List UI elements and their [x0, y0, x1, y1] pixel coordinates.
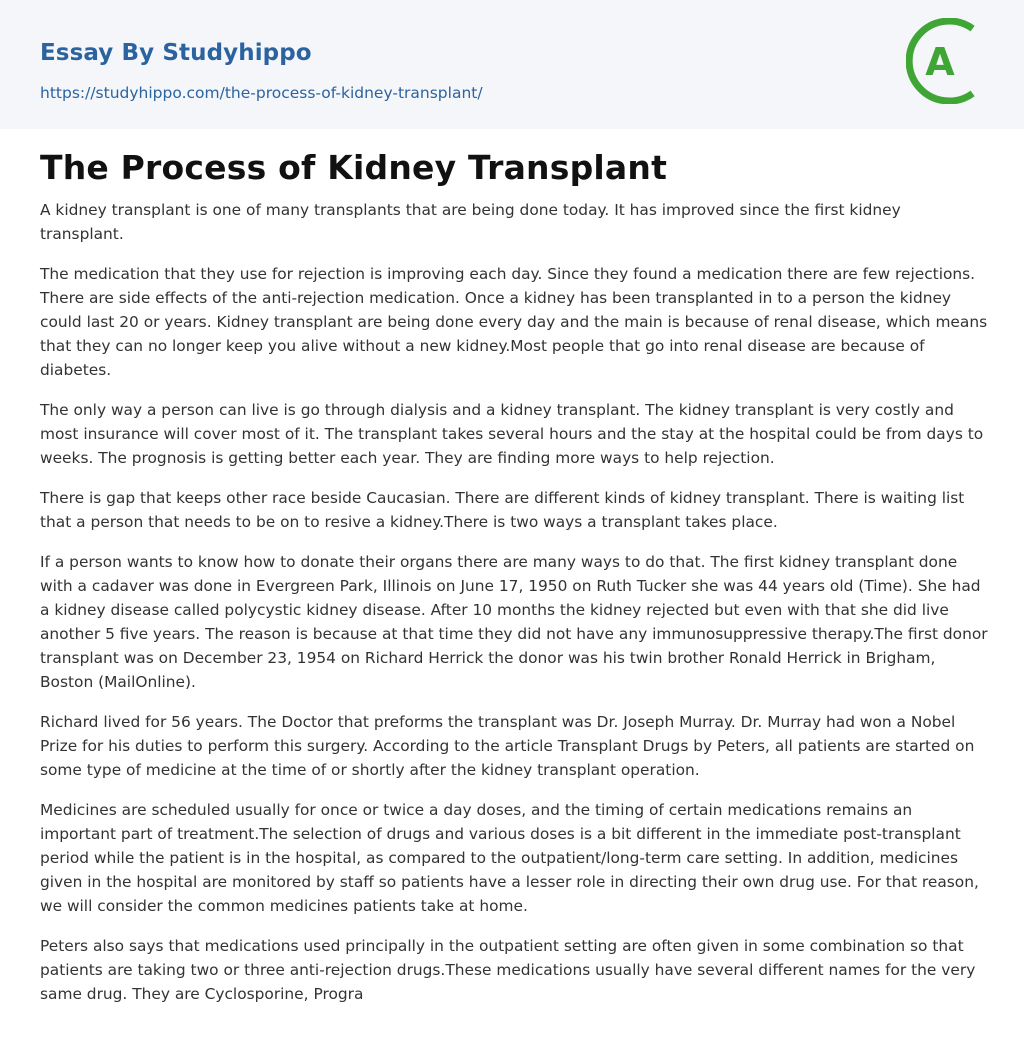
paragraph: The medication that they use for rejection is improving each day. Since they found a medication there are few rejections. There are side effects of the anti-rejection medication. Once a kidney has been transplanted in to a person the kidney could last 20 or years. Kidney transplant are being done every day and the main is because of renal disease, which means that they can no longer keep you alive without a new kidney.Most people that go into renal disease are because of diabetes. [40, 265, 988, 379]
studyhippo-logo-icon[interactable] [906, 18, 992, 104]
site-header [0, 0, 1024, 129]
paragraph: If a person wants to know how to donate their organs there are many ways to do that. The first kidney transplant done with a cadaver was done in Evergreen Park, Illinois on June 17, 1950 on Ruth Tucker she was 44 years old (Time). She had a kidney disease called polycystic kidney disease. After 10 months the kidney rejected but even with that she did live another 5 five years. The reason is because at that time they did not have any immunosuppressive therapy.The first donor transplant was on December 23, 1954 on Richard Herrick the donor was his twin brother Ronald Herrick in Brigham, Boston (MailOnline). [40, 553, 988, 691]
article-url-link[interactable]: https://studyhippo.com/the-process-of-kidney-transplant/ [40, 84, 483, 102]
article-body [40, 146, 988, 1022]
paragraph: There is gap that keeps other race beside Caucasian. There are different kinds of kidney transplant. There is waiting list that a person that needs to be on to resive a kidney.There is two ways a transplant takes place. [40, 489, 965, 531]
paragraph: A kidney transplant is one of many transplants that are being done today. It has improved since the first kidney transplant. [40, 201, 901, 243]
paragraph: Medicines are scheduled usually for once or twice a day doses, and the timing of certain medications remains an important part of treatment.The selection of drugs and various doses is a bit different in the immediate post-transplant period while the patient is in the hospital, as compared to the outpatient/long-term care setting. In addition, medicines given in the hospital are monitored by staff so patients have a lesser role in directing their own drug use. For that reason, we will consider the common medicines patients take at home. [40, 801, 979, 915]
page-title: The Process of Kidney Transplant [40, 148, 668, 187]
paragraph: The only way a person can live is go through dialysis and a kidney transplant. The kidney transplant is very costly and most insurance will cover most of it. The transplant takes several hours and the stay at the hospital could be from days to weeks. The prognosis is getting better each year. They are finding more ways to help rejection. [40, 401, 984, 467]
paragraph: Peters also says that medications used principally in the outpatient setting are often given in some combination so that patients are taking two or three anti-rejection drugs.These medications usually have several different names for the very same drug. They are Cyclosporine, Progra [40, 937, 976, 1003]
site-title[interactable]: Essay By Studyhippo [40, 40, 312, 66]
paragraph: Richard lived for 56 years. The Doctor that preforms the transplant was Dr. Joseph Murray. Dr. Murray had won a Nobel Prize for his duties to perform this surgery. According to the article Transplant Drugs by Peters, all patients are started on some type of medicine at the time of or shortly after the kidney transplant operation. [40, 713, 975, 779]
logo-letter: A [925, 40, 955, 84]
